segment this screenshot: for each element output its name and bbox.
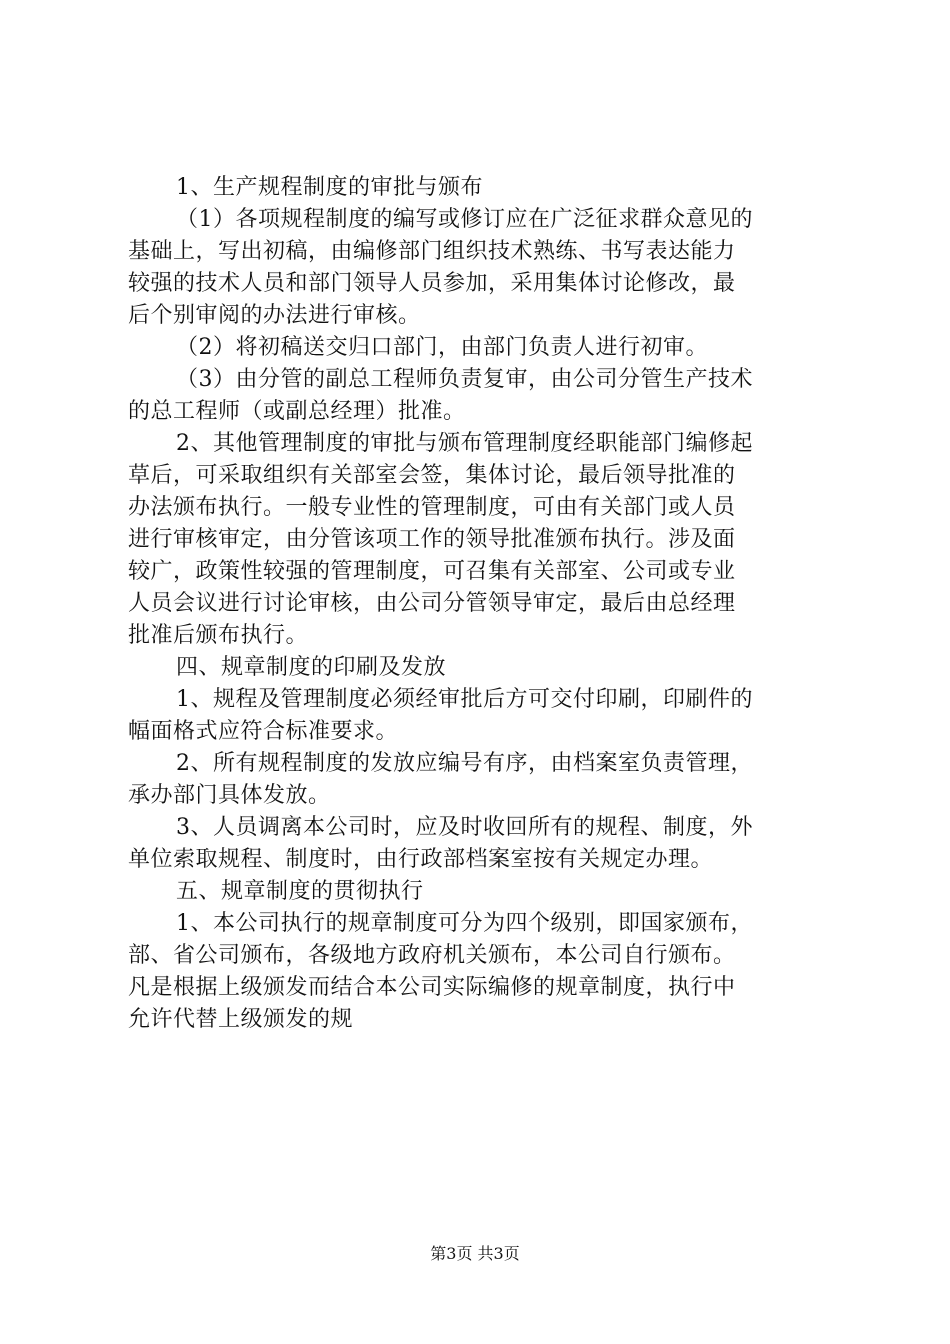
paragraph-line: 人员会议进行讨论审核，由公司分管领导审定，最后由总经理 xyxy=(128,591,736,616)
paragraph-line: 幅面格式应符合标准要求。 xyxy=(128,719,399,744)
page-footer: 第3页 共3页 xyxy=(430,1244,520,1263)
paragraph-line: 2、其他管理制度的审批与颁布管理制度经职能部门编修起 xyxy=(176,431,753,456)
paragraph-line: （3）由分管的副总工程师负责复审，由公司分管生产技术 xyxy=(176,367,753,392)
paragraph-line: 凡是根据上级颁发而结合本公司实际编修的规章制度，执行中 xyxy=(128,975,736,1000)
paragraph-line: 较强的技术人员和部门领导人员参加，采用集体讨论修改，最 xyxy=(128,271,736,296)
paragraph-line: 1、规程及管理制度必须经审批后方可交付印刷，印刷件的 xyxy=(176,687,753,712)
paragraph-line: 批准后颁布执行。 xyxy=(128,623,309,648)
paragraph-line: 部、省公司颁布，各级地方政府机关颁布，本公司自行颁布。 xyxy=(128,943,736,968)
paragraph-line: 单位索取规程、制度时，由行政部档案室按有关规定办理。 xyxy=(128,847,714,872)
paragraph-line: 2、所有规程制度的发放应编号有序，由档案室负责管理， xyxy=(176,751,753,776)
section-heading-printing-distribution: 四、规章制度的印刷及发放 xyxy=(176,655,447,680)
paragraph-line: 3、人员调离本公司时，应及时收回所有的规程、制度，外 xyxy=(176,815,753,840)
paragraph-line: 允许代替上级颁发的规 xyxy=(128,1007,354,1032)
paragraph-line: 办法颁布执行。一般专业性的管理制度，可由有关部门或人员 xyxy=(128,495,736,520)
paragraph-line: 的总工程师（或副总经理）批准。 xyxy=(128,399,466,424)
paragraph-line: 较广，政策性较强的管理制度，可召集有关部室、公司或专业 xyxy=(128,559,736,584)
paragraph-line: （1）各项规程制度的编写或修订应在广泛征求群众意见的 xyxy=(176,207,753,232)
paragraph-line: 草后，可采取组织有关部室会签，集体讨论，最后领导批准的 xyxy=(128,463,736,488)
paragraph-line: 承办部门具体发放。 xyxy=(128,783,331,808)
section-heading-implementation: 五、规章制度的贯彻执行 xyxy=(176,879,424,904)
paragraph-line: （2）将初稿送交归口部门，由部门负责人进行初审。 xyxy=(176,335,708,360)
paragraph-line: 进行审核审定，由分管该项工作的领导批准颁布执行。涉及面 xyxy=(128,527,736,552)
heading-production-rules-approval: 1、生产规程制度的审批与颁布 xyxy=(176,175,483,200)
paragraph-line: 基础上，写出初稿，由编修部门组织技术熟练、书写表达能力 xyxy=(128,239,736,264)
paragraph-line: 后个别审阅的办法进行审核。 xyxy=(128,303,421,328)
paragraph-line: 1、本公司执行的规章制度可分为四个级别，即国家颁布， xyxy=(176,911,753,936)
